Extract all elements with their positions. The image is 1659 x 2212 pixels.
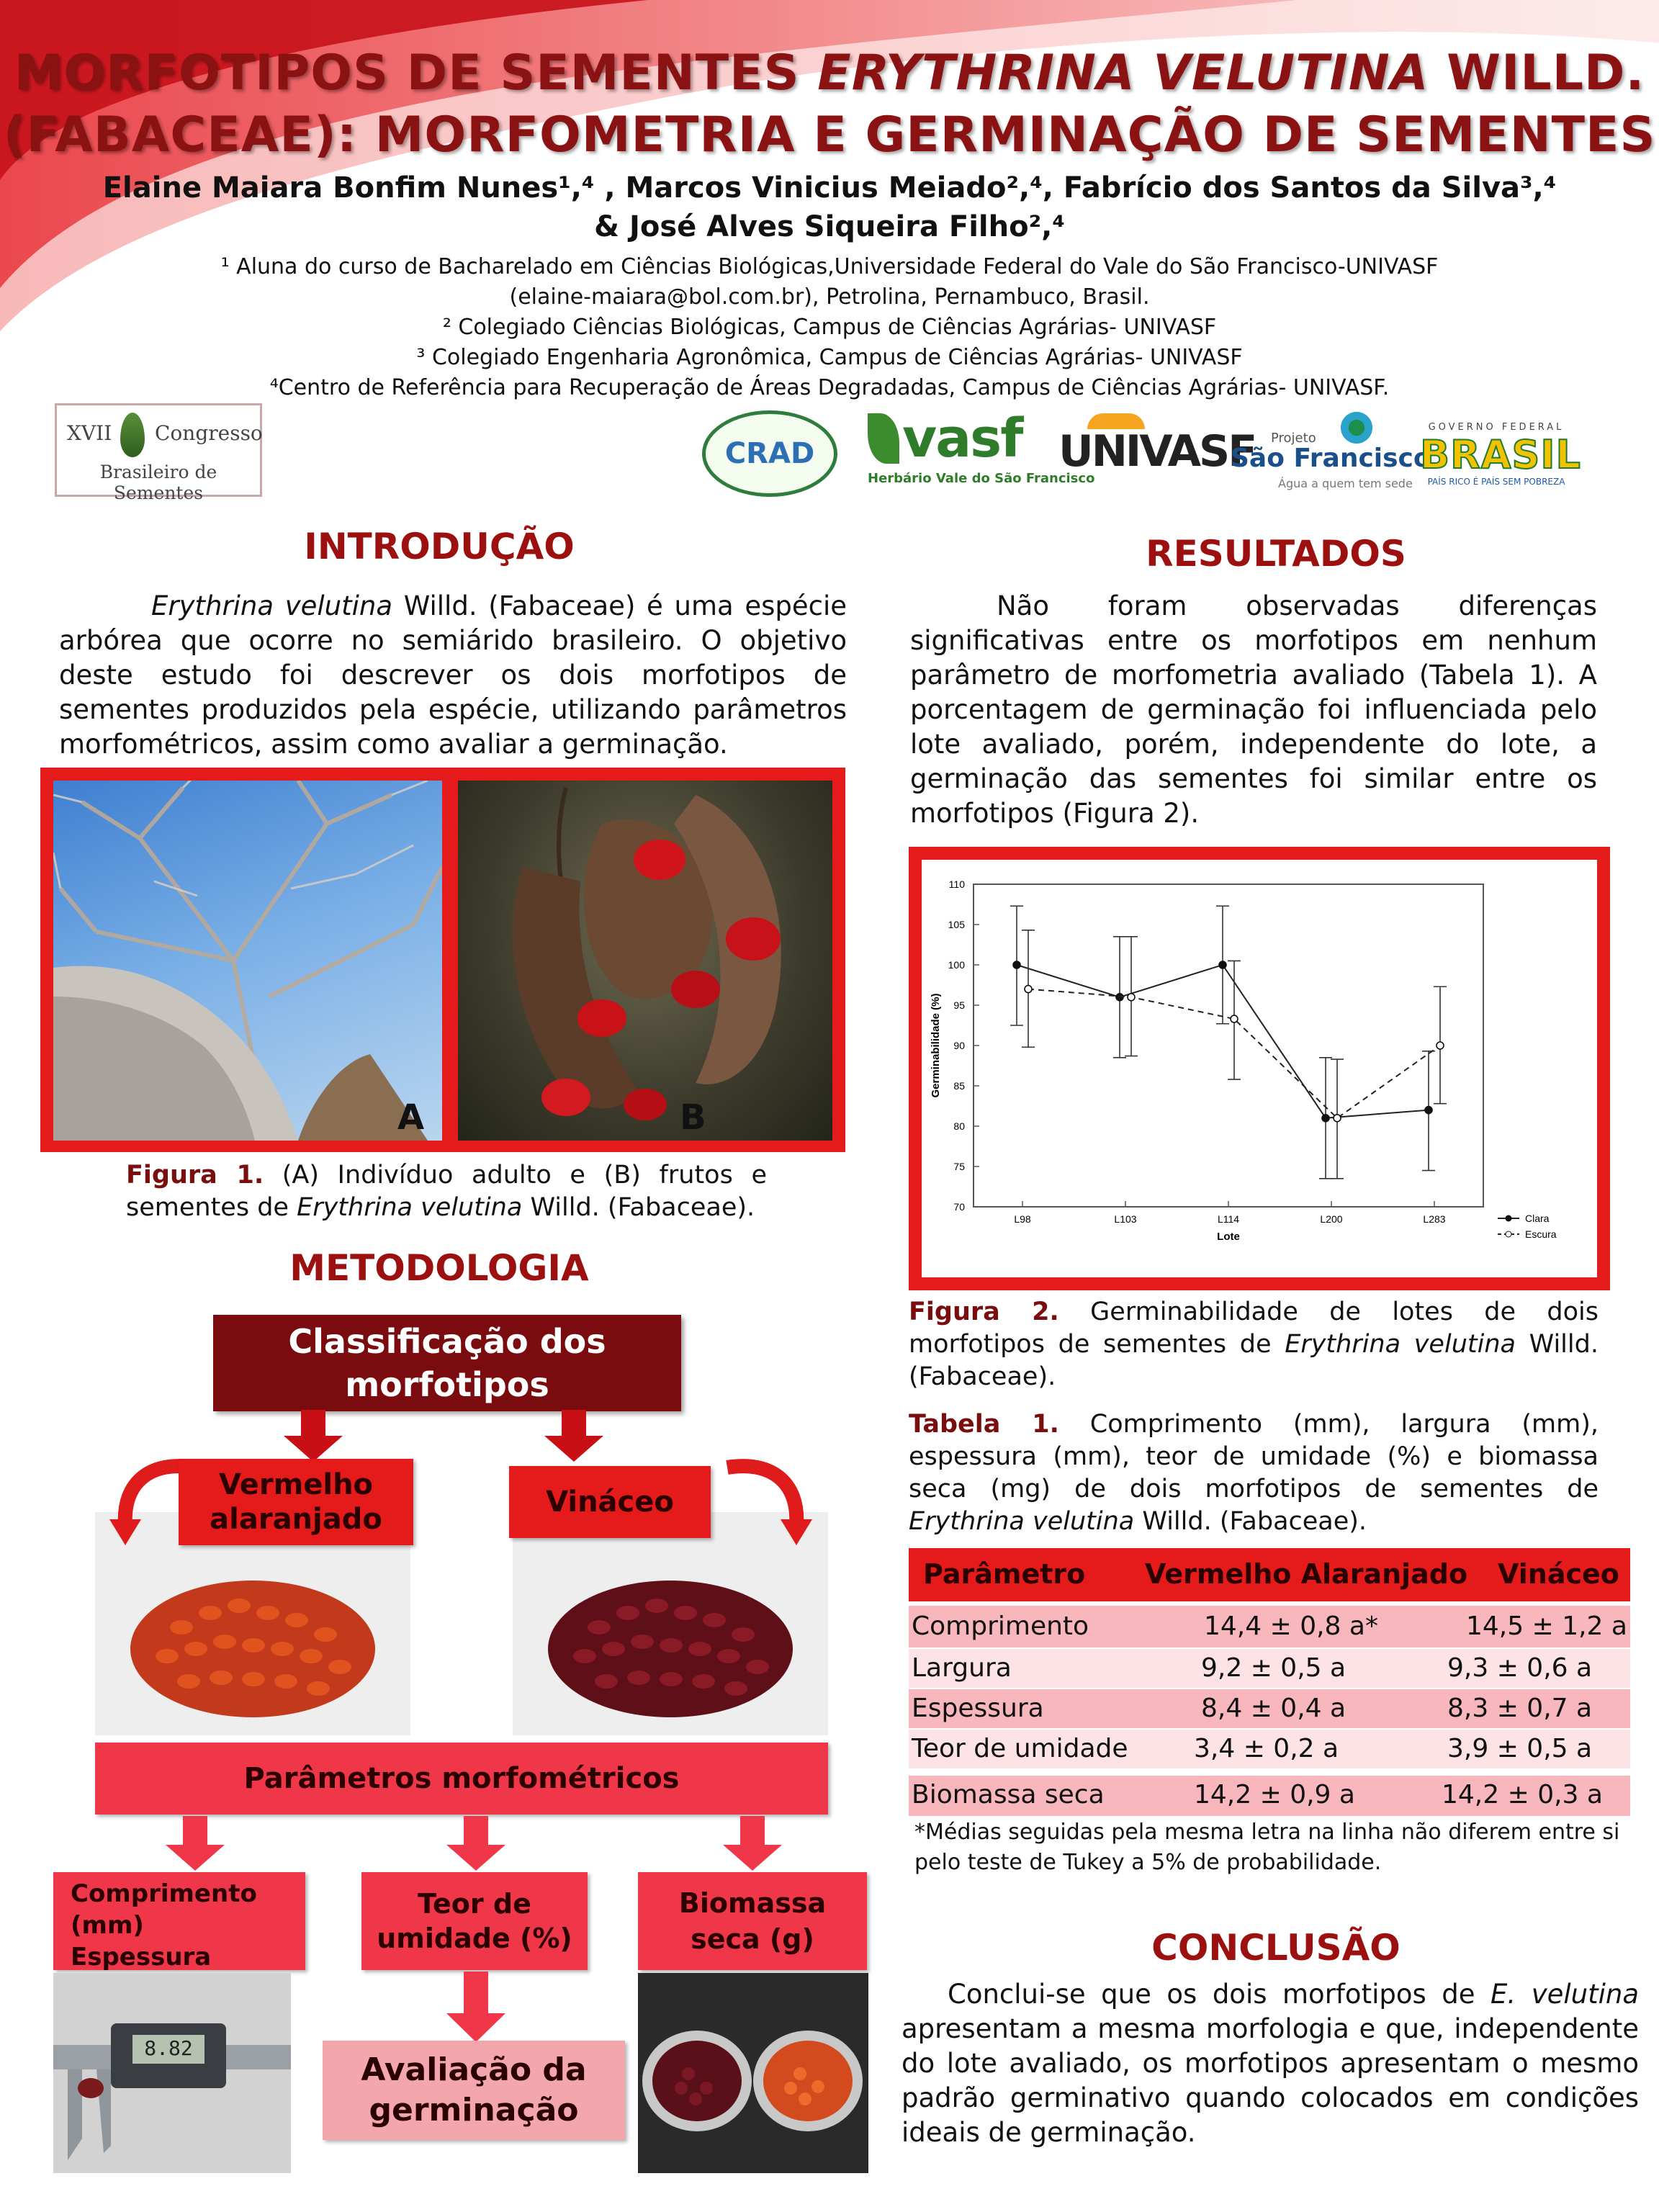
y-tick-label: 70 — [953, 1201, 965, 1213]
intro-species: Erythrina velutina — [151, 590, 393, 621]
table-row — [909, 1649, 1630, 1688]
affiliation-4: ⁴Centro de Referência para Recuperação de Áreas Degradadas, Campus de Ciências Agrárias- UNIVASF. — [269, 375, 1390, 400]
data-point-clara — [1425, 1107, 1432, 1114]
figure1-caption — [126, 1159, 767, 1224]
x-tick-label: L283 — [1423, 1213, 1446, 1225]
figure1-caption-species: Erythrina velutina — [297, 1193, 523, 1222]
figure1-label-a: A — [397, 1097, 425, 1138]
teor-box — [361, 1872, 588, 1970]
figure1-caption-label: Figura 1. — [126, 1161, 264, 1190]
table-header-parametro: Parâmetro — [923, 1558, 1086, 1590]
biomassa-box-text: Biomassa seca (g) — [678, 1887, 827, 1955]
vasf-logo-text: vasf — [902, 408, 1022, 469]
table1-caption-text: Comprimento (mm), largura (mm), espessura (mm), teor de umidade (%) e biomassa seca (mg) de dois morfotipos de sementes de — [909, 1410, 1599, 1503]
y-tick-label: 100 — [948, 959, 965, 971]
sao-francisco-logo-subtitle: Água a quem tem sede — [1278, 477, 1413, 490]
caliper-photo — [53, 1973, 291, 2173]
table-header-vermelho: Vermelho Alaranjado — [1145, 1558, 1468, 1590]
sao-francisco-logo-top: Projeto — [1271, 431, 1316, 446]
vasf-logo-subtitle: Herbário Vale do São Francisco — [868, 471, 1095, 486]
data-point-escura — [1334, 1115, 1341, 1122]
congress-subtitle: Brasileiro de Sementes — [99, 462, 217, 503]
table-header-row — [909, 1548, 1630, 1601]
arrow-to-medidas — [163, 1816, 228, 1871]
germination-chart — [922, 860, 1597, 1277]
conclusion-species: E. velutina — [1491, 1979, 1640, 2010]
tree-photo — [53, 781, 442, 1141]
arrow-to-vinaceo — [541, 1410, 606, 1462]
row-parameter: Biomassa seca — [912, 1780, 1105, 1809]
y-tick-label: 85 — [953, 1080, 965, 1092]
y-tick-label: 95 — [953, 999, 965, 1011]
affiliation-1: ¹ Aluna do curso de Bacharelado em Ciências Biológicas,Universidade Federal do Vale do São Francisco-UNIVASF — [220, 254, 1439, 279]
row-vinaceo-value: 9,3 ± 0,6 a — [1447, 1653, 1593, 1683]
y-tick-label: 90 — [953, 1040, 965, 1051]
vermelho-box — [179, 1459, 413, 1545]
figure1-label-b: B — [680, 1097, 706, 1138]
arrow-to-teor — [444, 1816, 508, 1871]
affiliation-1-email: (elaine-maiara@bol.com.br), Petrolina, Pernambuco, Brasil. — [509, 284, 1150, 310]
data-point-clara — [1219, 961, 1226, 968]
table1-caption-end: Willd. (Fabaceae). — [1134, 1507, 1367, 1536]
figure1-caption-end: Willd. (Fabaceae). — [522, 1193, 755, 1222]
brasil-logo-text: BRASIL — [1420, 432, 1581, 477]
authors-line-2: & José Alves Siqueira Filho²,⁴ — [594, 210, 1065, 243]
y-tick-label: 110 — [948, 878, 965, 890]
crad-logo-text: CRAD — [724, 437, 815, 470]
title-line-2: (FABACEAE): MORFOMETRIA E GERMINAÇÃO DE SEMENTES — [3, 107, 1656, 163]
figure2-caption — [909, 1296, 1599, 1393]
y-tick-label: 80 — [953, 1120, 965, 1132]
row-parameter: Teor de umidade — [912, 1734, 1128, 1763]
fruits-photo — [458, 781, 832, 1141]
vermelho-box-text: Vermelho alaranjado — [210, 1468, 382, 1536]
containers-illustration — [638, 1973, 868, 2173]
univasf-logo — [1058, 413, 1256, 493]
y-tick-label: 75 — [953, 1161, 965, 1172]
figure2-chart-panel — [922, 860, 1597, 1277]
seed-drop-icon — [120, 413, 145, 457]
y-axis-label: Germinabilidade (%) — [930, 993, 942, 1098]
x-tick-label: L103 — [1114, 1213, 1137, 1225]
figure2-caption-end: Willd. (Fabaceae). — [909, 1330, 1599, 1391]
conclusion-heading: CONCLUSÃO — [1151, 1927, 1401, 1969]
table1-caption — [909, 1408, 1599, 1538]
tree-illustration — [53, 781, 442, 1141]
congress-logo — [55, 403, 263, 503]
classification-box — [213, 1315, 681, 1411]
legend-label: Escura — [1525, 1228, 1557, 1240]
crad-logo — [702, 410, 837, 497]
medidas-box — [53, 1872, 305, 1970]
vasf-logo — [868, 408, 1095, 494]
x-tick-label: L98 — [1014, 1213, 1031, 1225]
teor-box-text: Teor de umidade (%) — [377, 1888, 572, 1954]
row-parameter: Largura — [912, 1653, 1012, 1683]
congress-word: Congresso — [155, 421, 263, 445]
x-axis-label: Lote — [1217, 1231, 1240, 1243]
data-point-clara — [1013, 961, 1020, 968]
arrow-to-biomassa — [720, 1816, 785, 1871]
table-row — [909, 1689, 1630, 1728]
conclusion-paragraph — [902, 1977, 1639, 2150]
row-vermelho-value: 9,2 ± 0,5 a — [1201, 1653, 1346, 1683]
table1-caption-species: Erythrina velutina — [909, 1507, 1135, 1536]
vasf-leaf-icon — [868, 413, 899, 464]
fruits-illustration — [458, 781, 832, 1141]
row-vinaceo-value: 3,9 ± 0,5 a — [1447, 1734, 1593, 1763]
governo-federal-label: GOVERNO FEDERAL — [1428, 422, 1565, 433]
conclusion-text-1: Conclui-se que os dois morfotipos de — [948, 1979, 1491, 2010]
table-row — [909, 1606, 1630, 1647]
data-point-clara — [1322, 1115, 1329, 1122]
classification-box-text: Classificação dos morfotipos — [288, 1322, 606, 1404]
methods-heading: METODOLOGIA — [289, 1247, 589, 1289]
conclusion-text-2: apresentam a mesma morfologia e que, independente do lote avaliado, os morfotipos apresentam o mesmo padrão germinativo quando colocados em condições ideais de germinação. — [902, 2013, 1639, 2148]
vinaceo-box-text: Vináceo — [546, 1485, 674, 1519]
parametros-box-text: Parâmetros morfométricos — [243, 1762, 680, 1795]
figure2-caption-text: Germinabilidade de lotes de dois morfotipos de sementes de — [909, 1298, 1599, 1359]
row-vinaceo-value: 14,2 ± 0,3 a — [1442, 1780, 1603, 1809]
figure2-caption-species: Erythrina velutina — [1285, 1330, 1516, 1359]
curved-arrow-right-icon — [713, 1453, 814, 1547]
arrow-to-vermelho — [281, 1410, 346, 1462]
title-line-1: MORFOTIPOS DE SEMENTES ERYTHRINA VELUTINA WILLD. — [14, 45, 1645, 102]
intro-paragraph — [59, 589, 847, 762]
row-vermelho-value: 14,2 ± 0,9 a — [1194, 1780, 1355, 1809]
row-parameter: Comprimento — [912, 1611, 1089, 1641]
row-vermelho-value: 8,4 ± 0,4 a — [1201, 1694, 1346, 1723]
figure1-caption-text: (A) Indivíduo adulto e (B) frutos e sementes de — [126, 1161, 768, 1222]
row-parameter: Espessura — [912, 1694, 1044, 1723]
authors-line-1: Elaine Maiara Bonfim Nunes¹,⁴ , Marcos Vinicius Meiado²,⁴, Fabrício dos Santos da Silva³,⁴ — [102, 171, 1557, 204]
data-point-escura — [1437, 1042, 1444, 1049]
x-tick-label: L114 — [1217, 1213, 1240, 1225]
affiliation-2: ² Colegiado Ciências Biológicas, Campus de Ciências Agrárias- UNIVASF — [442, 315, 1217, 340]
table1-footnote: *Médias seguidas pela mesma letra na linha não diferem entre si pelo teste de Tukey a 5% de probabilidade. — [914, 1820, 1620, 1875]
medida-comprimento: Comprimento (mm) — [71, 1879, 257, 1940]
legend-marker — [1506, 1215, 1511, 1221]
parametros-box — [95, 1743, 828, 1815]
caliper-illustration — [53, 1973, 291, 2173]
results-heading: RESULTADOS — [1146, 533, 1406, 575]
governo-brasil-logo — [1420, 422, 1581, 487]
containers-photo — [638, 1973, 868, 2173]
biomassa-box — [638, 1872, 867, 1970]
data-point-escura — [1128, 994, 1135, 1001]
univasf-logo-text: UNIVASF — [1058, 426, 1256, 477]
intro-text: Willd. (Fabaceae) é uma espécie arbórea que ocorre no semiárido brasileiro. O objetivo deste estudo foi descrever os dois morfotipos de sementes produzidos pela espécie, utilizando parâmetros morfométricos, assim como avaliar a germinação. — [59, 590, 848, 760]
y-tick-label: 105 — [948, 919, 965, 930]
arrow-to-avaliacao — [444, 1972, 508, 2042]
affiliation-3: ³ Colegiado Engenharia Agronômica, Campus de Ciências Agrárias- UNIVASF — [416, 345, 1243, 370]
figure2-caption-label: Figura 2. — [909, 1298, 1059, 1326]
plot-area — [974, 884, 1483, 1207]
results-paragraph: Não foram observadas diferenças significativas entre os morfotipos em nenhum parâmetro de morfometria avaliado (Tabela 1). A porcentagem de germinação foi influenciada pelo lote avaliado, porém, independente do lote, a germinação das sementes foi similar entre os morfotipos (Figura 2). — [910, 590, 1597, 829]
row-vinaceo-value: 8,3 ± 0,7 a — [1447, 1694, 1593, 1723]
x-tick-label: L200 — [1320, 1213, 1343, 1225]
congress-xvii: XVII — [67, 421, 112, 445]
row-vermelho-value: 14,4 ± 0,8 a* — [1204, 1611, 1378, 1641]
avaliacao-box — [323, 2041, 625, 2140]
table-row — [909, 1730, 1630, 1768]
data-point-escura — [1025, 986, 1032, 993]
sao-francisco-star-icon — [1336, 412, 1377, 444]
vinaceo-box — [509, 1466, 711, 1538]
sao-francisco-logo — [1228, 412, 1431, 497]
legend-label: Clara — [1525, 1213, 1550, 1224]
table-header-vinaceo: Vináceo — [1498, 1558, 1619, 1590]
data-point-escura — [1231, 1015, 1238, 1022]
row-vinaceo-value: 14,5 ± 1,2 a — [1466, 1611, 1627, 1641]
table-row — [909, 1776, 1630, 1816]
avaliacao-box-text: Avaliação da germinação — [361, 2051, 587, 2128]
brasil-logo-subtitle: PAÍS RICO É PAÍS SEM POBREZA — [1427, 477, 1565, 487]
sao-francisco-logo-text: São Francisco — [1231, 444, 1431, 473]
intro-heading: INTRODUÇÃO — [304, 526, 575, 567]
caliper-reading: 8.82 — [144, 2036, 193, 2060]
legend-marker — [1506, 1231, 1511, 1237]
row-vermelho-value: 3,4 ± 0,2 a — [1194, 1734, 1339, 1763]
table1-caption-label: Tabela 1. — [909, 1410, 1059, 1439]
medida-espessura: Espessura — [71, 1943, 212, 1972]
